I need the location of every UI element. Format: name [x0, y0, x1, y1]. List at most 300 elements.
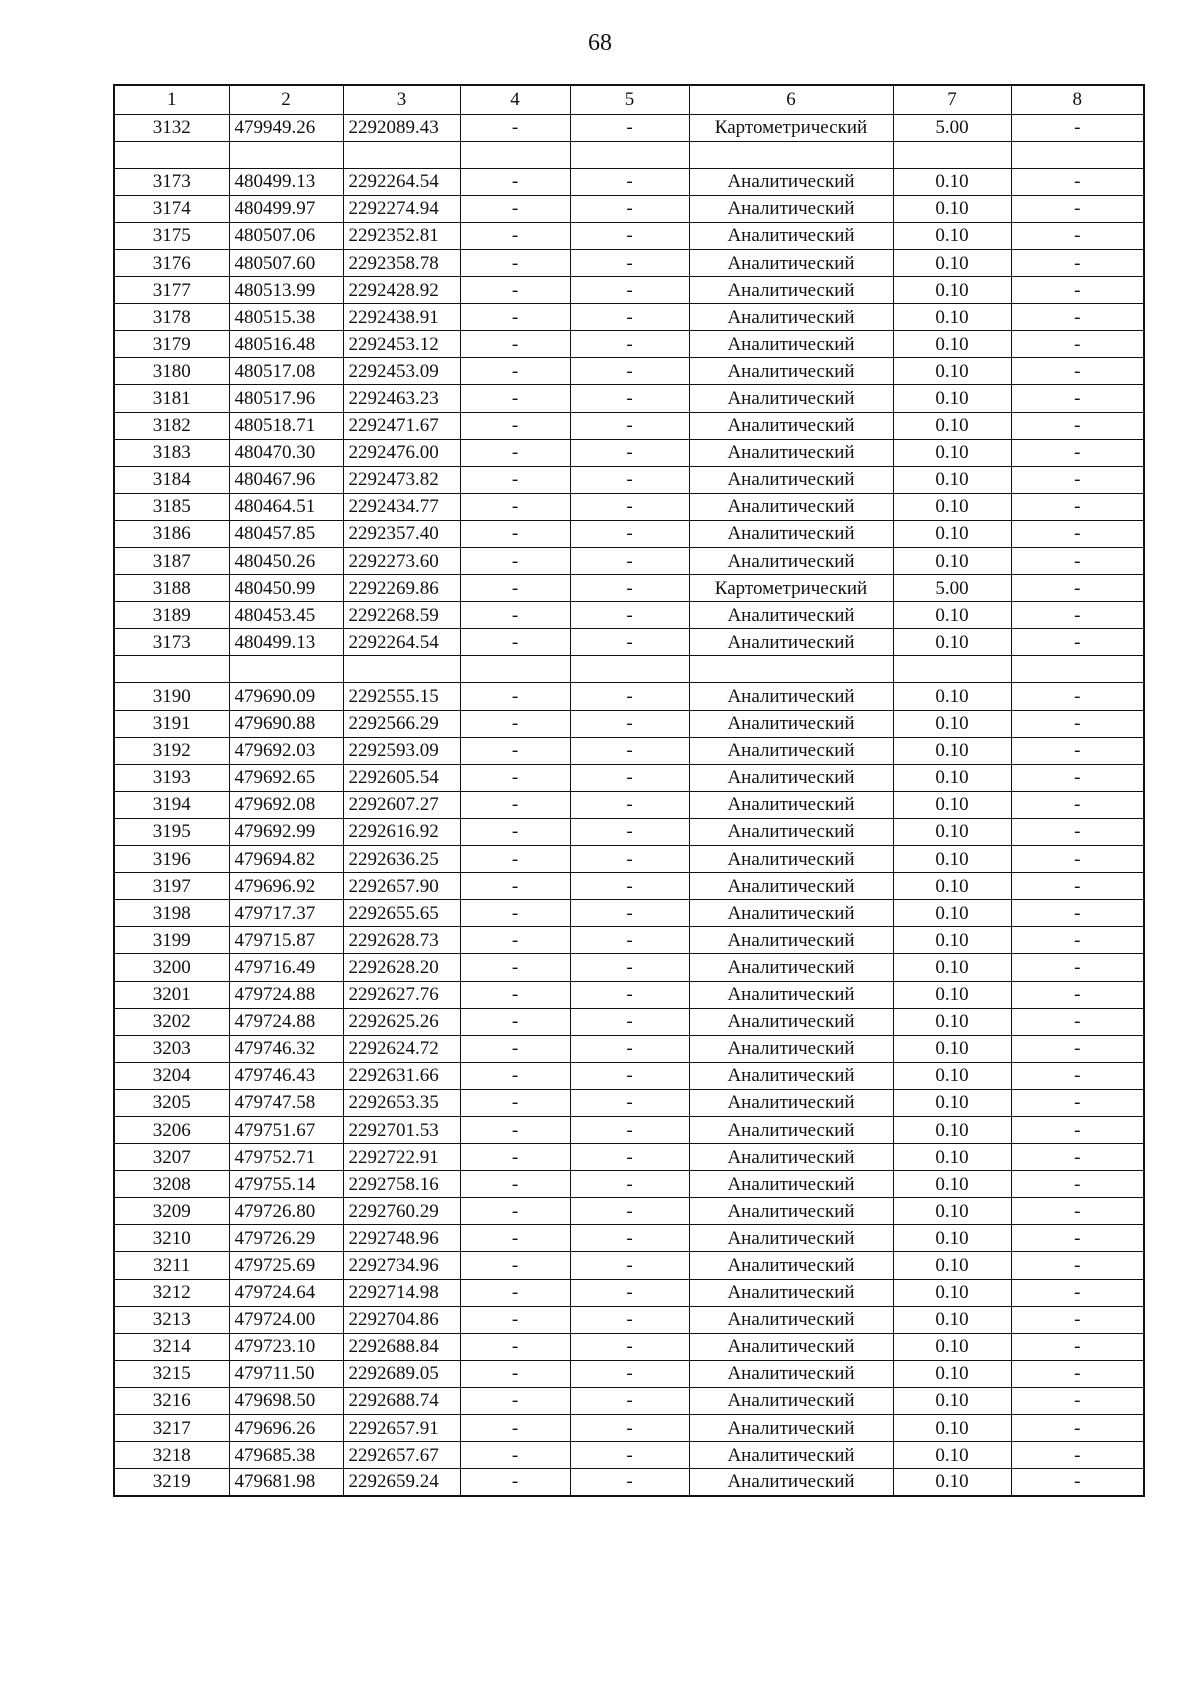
col8-cell: - — [1011, 1116, 1144, 1143]
method-cell: Аналитический — [689, 412, 893, 439]
col4-cell: - — [460, 1387, 570, 1414]
col8-cell: - — [1011, 575, 1144, 602]
accuracy-cell: 0.10 — [893, 846, 1011, 873]
col4-cell: - — [460, 1116, 570, 1143]
method-cell: Аналитический — [689, 1225, 893, 1252]
table-row — [114, 412, 1144, 439]
point-number-cell: 3201 — [114, 981, 229, 1008]
y-coordinate-cell: 2292625.26 — [343, 1008, 460, 1035]
y-coordinate-cell: 2292688.74 — [343, 1387, 460, 1414]
col8-cell: - — [1011, 493, 1144, 520]
col8-cell: - — [1011, 1252, 1144, 1279]
col8-cell: - — [1011, 900, 1144, 927]
method-cell: Аналитический — [689, 222, 893, 249]
col4-cell: - — [460, 602, 570, 629]
x-coordinate-cell: 479690.09 — [229, 683, 343, 710]
x-coordinate-cell: 479752.71 — [229, 1144, 343, 1171]
col5-cell: - — [570, 981, 689, 1008]
accuracy-cell: 0.10 — [893, 981, 1011, 1008]
table-row — [114, 846, 1144, 873]
x-coordinate-cell: 479726.29 — [229, 1225, 343, 1252]
col8-cell: - — [1011, 358, 1144, 385]
point-number-cell: 3205 — [114, 1089, 229, 1116]
method-cell: Аналитический — [689, 1415, 893, 1442]
col5-cell: - — [570, 1360, 689, 1387]
col8-cell: - — [1011, 818, 1144, 845]
column-header-2: 2 — [229, 85, 343, 114]
accuracy-cell: 0.10 — [893, 1415, 1011, 1442]
table-row — [114, 710, 1144, 737]
point-number-cell — [114, 141, 229, 168]
col4-cell: - — [460, 114, 570, 141]
col5-cell: - — [570, 710, 689, 737]
x-coordinate-cell: 479698.50 — [229, 1387, 343, 1414]
y-coordinate-cell: 2292555.15 — [343, 683, 460, 710]
x-coordinate-cell: 479726.80 — [229, 1198, 343, 1225]
table-row — [114, 548, 1144, 575]
col5-cell: - — [570, 114, 689, 141]
accuracy-cell: 0.10 — [893, 1225, 1011, 1252]
table-row — [114, 141, 1144, 168]
col4-cell: - — [460, 222, 570, 249]
method-cell: Аналитический — [689, 1360, 893, 1387]
accuracy-cell: 0.10 — [893, 439, 1011, 466]
col8-cell: - — [1011, 548, 1144, 575]
point-number-cell: 3178 — [114, 304, 229, 331]
col8-cell: - — [1011, 1144, 1144, 1171]
col5-cell: - — [570, 493, 689, 520]
point-number-cell: 3183 — [114, 439, 229, 466]
y-coordinate-cell: 2292760.29 — [343, 1198, 460, 1225]
x-coordinate-cell: 480516.48 — [229, 331, 343, 358]
table-row — [114, 764, 1144, 791]
y-coordinate-cell: 2292593.09 — [343, 737, 460, 764]
col8-cell: - — [1011, 683, 1144, 710]
y-coordinate-cell: 2292689.05 — [343, 1360, 460, 1387]
method-cell: Аналитический — [689, 1171, 893, 1198]
method-cell: Аналитический — [689, 1144, 893, 1171]
col4-cell: - — [460, 1306, 570, 1333]
col8-cell: - — [1011, 222, 1144, 249]
col4-cell: - — [460, 1360, 570, 1387]
accuracy-cell: 0.10 — [893, 1360, 1011, 1387]
y-coordinate-cell: 2292653.35 — [343, 1089, 460, 1116]
column-header-5: 5 — [570, 85, 689, 114]
accuracy-cell: 0.10 — [893, 1062, 1011, 1089]
col8-cell: - — [1011, 629, 1144, 656]
col4-cell — [460, 656, 570, 683]
col8-cell: - — [1011, 1415, 1144, 1442]
method-cell: Аналитический — [689, 520, 893, 547]
x-coordinate-cell: 479696.26 — [229, 1415, 343, 1442]
col4-cell: - — [460, 927, 570, 954]
coordinates-table — [113, 84, 1145, 1497]
col8-cell: - — [1011, 1442, 1144, 1469]
method-cell: Аналитический — [689, 168, 893, 195]
table-body — [114, 114, 1144, 1496]
x-coordinate-cell: 480453.45 — [229, 602, 343, 629]
method-cell: Аналитический — [689, 493, 893, 520]
table-row — [114, 1306, 1144, 1333]
page-number: 68 — [588, 30, 612, 56]
col8-cell: - — [1011, 710, 1144, 737]
col8-cell: - — [1011, 168, 1144, 195]
point-number-cell: 3174 — [114, 195, 229, 222]
accuracy-cell: 0.10 — [893, 331, 1011, 358]
col8-cell: - — [1011, 846, 1144, 873]
accuracy-cell: 0.10 — [893, 683, 1011, 710]
y-coordinate-cell: 2292722.91 — [343, 1144, 460, 1171]
x-coordinate-cell: 479724.88 — [229, 1008, 343, 1035]
x-coordinate-cell: 479747.58 — [229, 1089, 343, 1116]
col4-cell: - — [460, 683, 570, 710]
method-cell: Аналитический — [689, 1387, 893, 1414]
col5-cell: - — [570, 846, 689, 873]
col4-cell: - — [460, 168, 570, 195]
table-row — [114, 114, 1144, 141]
y-coordinate-cell: 2292659.24 — [343, 1469, 460, 1496]
method-cell: Аналитический — [689, 1252, 893, 1279]
method-cell: Аналитический — [689, 1089, 893, 1116]
col4-cell: - — [460, 385, 570, 412]
col5-cell: - — [570, 791, 689, 818]
col8-cell: - — [1011, 1469, 1144, 1496]
col8-cell: - — [1011, 439, 1144, 466]
col4-cell: - — [460, 1035, 570, 1062]
col4-cell: - — [460, 1008, 570, 1035]
method-cell: Аналитический — [689, 358, 893, 385]
table-row — [114, 1360, 1144, 1387]
col8-cell: - — [1011, 981, 1144, 1008]
x-coordinate-cell: 479690.88 — [229, 710, 343, 737]
point-number-cell: 3197 — [114, 873, 229, 900]
x-coordinate-cell: 479692.08 — [229, 791, 343, 818]
method-cell: Аналитический — [689, 331, 893, 358]
y-coordinate-cell: 2292758.16 — [343, 1171, 460, 1198]
x-coordinate-cell: 479746.32 — [229, 1035, 343, 1062]
y-coordinate-cell: 2292734.96 — [343, 1252, 460, 1279]
x-coordinate-cell: 479692.03 — [229, 737, 343, 764]
col5-cell: - — [570, 1333, 689, 1360]
table-row — [114, 1144, 1144, 1171]
table-row — [114, 1171, 1144, 1198]
col5-cell: - — [570, 629, 689, 656]
table-row — [114, 683, 1144, 710]
table-row — [114, 493, 1144, 520]
method-cell: Аналитический — [689, 900, 893, 927]
method-cell: Аналитический — [689, 1442, 893, 1469]
x-coordinate-cell: 480517.96 — [229, 385, 343, 412]
accuracy-cell: 0.10 — [893, 1252, 1011, 1279]
col8-cell: - — [1011, 602, 1144, 629]
col5-cell: - — [570, 1144, 689, 1171]
point-number-cell: 3173 — [114, 629, 229, 656]
col5-cell: - — [570, 1306, 689, 1333]
col5-cell: - — [570, 1225, 689, 1252]
y-coordinate-cell: 2292268.59 — [343, 602, 460, 629]
col8-cell: - — [1011, 1089, 1144, 1116]
method-cell: Аналитический — [689, 277, 893, 304]
x-coordinate-cell: 479711.50 — [229, 1360, 343, 1387]
x-coordinate-cell: 480499.97 — [229, 195, 343, 222]
x-coordinate-cell — [229, 656, 343, 683]
col4-cell: - — [460, 1279, 570, 1306]
accuracy-cell: 0.10 — [893, 818, 1011, 845]
y-coordinate-cell: 2292688.84 — [343, 1333, 460, 1360]
point-number-cell: 3207 — [114, 1144, 229, 1171]
col8-cell: - — [1011, 304, 1144, 331]
x-coordinate-cell — [229, 141, 343, 168]
col5-cell — [570, 656, 689, 683]
x-coordinate-cell: 480517.08 — [229, 358, 343, 385]
point-number-cell: 3217 — [114, 1415, 229, 1442]
point-number-cell: 3173 — [114, 168, 229, 195]
point-number-cell: 3192 — [114, 737, 229, 764]
col4-cell: - — [460, 466, 570, 493]
method-cell: Аналитический — [689, 1116, 893, 1143]
col8-cell: - — [1011, 737, 1144, 764]
table-row — [114, 195, 1144, 222]
col8-cell — [1011, 141, 1144, 168]
method-cell: Аналитический — [689, 439, 893, 466]
x-coordinate-cell: 479717.37 — [229, 900, 343, 927]
accuracy-cell: 0.10 — [893, 764, 1011, 791]
col4-cell: - — [460, 791, 570, 818]
y-coordinate-cell: 2292438.91 — [343, 304, 460, 331]
col4-cell: - — [460, 195, 570, 222]
y-coordinate-cell: 2292748.96 — [343, 1225, 460, 1252]
table-row — [114, 1116, 1144, 1143]
table-row — [114, 1415, 1144, 1442]
x-coordinate-cell: 479692.65 — [229, 764, 343, 791]
accuracy-cell: 0.10 — [893, 900, 1011, 927]
x-coordinate-cell: 479724.64 — [229, 1279, 343, 1306]
column-header-8: 8 — [1011, 85, 1144, 114]
x-coordinate-cell: 479696.92 — [229, 873, 343, 900]
col5-cell: - — [570, 385, 689, 412]
x-coordinate-cell: 480513.99 — [229, 277, 343, 304]
col5-cell: - — [570, 818, 689, 845]
col4-cell: - — [460, 1252, 570, 1279]
y-coordinate-cell: 2292476.00 — [343, 439, 460, 466]
point-number-cell — [114, 656, 229, 683]
y-coordinate-cell: 2292471.67 — [343, 412, 460, 439]
column-header-7: 7 — [893, 85, 1011, 114]
x-coordinate-cell: 480499.13 — [229, 168, 343, 195]
method-cell: Аналитический — [689, 1198, 893, 1225]
y-coordinate-cell: 2292273.60 — [343, 548, 460, 575]
method-cell: Аналитический — [689, 249, 893, 276]
col8-cell: - — [1011, 385, 1144, 412]
x-coordinate-cell: 479681.98 — [229, 1469, 343, 1496]
col4-cell: - — [460, 520, 570, 547]
accuracy-cell: 0.10 — [893, 548, 1011, 575]
col8-cell: - — [1011, 1306, 1144, 1333]
x-coordinate-cell: 480507.06 — [229, 222, 343, 249]
point-number-cell: 3206 — [114, 1116, 229, 1143]
accuracy-cell: 0.10 — [893, 737, 1011, 764]
col4-cell: - — [460, 304, 570, 331]
accuracy-cell: 0.10 — [893, 1008, 1011, 1035]
point-number-cell: 3213 — [114, 1306, 229, 1333]
accuracy-cell: 0.10 — [893, 277, 1011, 304]
x-coordinate-cell: 480518.71 — [229, 412, 343, 439]
point-number-cell: 3216 — [114, 1387, 229, 1414]
y-coordinate-cell: 2292352.81 — [343, 222, 460, 249]
accuracy-cell: 5.00 — [893, 575, 1011, 602]
table-row — [114, 1008, 1144, 1035]
method-cell — [689, 656, 893, 683]
method-cell: Аналитический — [689, 818, 893, 845]
x-coordinate-cell: 480450.99 — [229, 575, 343, 602]
y-coordinate-cell: 2292628.20 — [343, 954, 460, 981]
col8-cell: - — [1011, 791, 1144, 818]
accuracy-cell: 0.10 — [893, 629, 1011, 656]
table-row — [114, 168, 1144, 195]
col5-cell: - — [570, 1252, 689, 1279]
col5-cell: - — [570, 1279, 689, 1306]
accuracy-cell: 0.10 — [893, 520, 1011, 547]
point-number-cell: 3203 — [114, 1035, 229, 1062]
x-coordinate-cell: 480450.26 — [229, 548, 343, 575]
y-coordinate-cell: 2292473.82 — [343, 466, 460, 493]
table-row — [114, 222, 1144, 249]
point-number-cell: 3199 — [114, 927, 229, 954]
point-number-cell: 3212 — [114, 1279, 229, 1306]
col8-cell: - — [1011, 195, 1144, 222]
point-number-cell: 3211 — [114, 1252, 229, 1279]
accuracy-cell: 0.10 — [893, 1171, 1011, 1198]
method-cell: Аналитический — [689, 1469, 893, 1496]
col5-cell: - — [570, 927, 689, 954]
method-cell: Аналитический — [689, 1062, 893, 1089]
col5-cell: - — [570, 737, 689, 764]
point-number-cell: 3188 — [114, 575, 229, 602]
method-cell: Аналитический — [689, 981, 893, 1008]
col4-cell: - — [460, 575, 570, 602]
y-coordinate-cell — [343, 141, 460, 168]
col4-cell: - — [460, 873, 570, 900]
y-coordinate-cell: 2292428.92 — [343, 277, 460, 304]
col5-cell: - — [570, 1198, 689, 1225]
table-row — [114, 1225, 1144, 1252]
point-number-cell: 3219 — [114, 1469, 229, 1496]
x-coordinate-cell: 479725.69 — [229, 1252, 343, 1279]
method-cell: Аналитический — [689, 791, 893, 818]
method-cell: Аналитический — [689, 927, 893, 954]
method-cell: Аналитический — [689, 1035, 893, 1062]
table-row — [114, 466, 1144, 493]
table-row — [114, 873, 1144, 900]
accuracy-cell: 0.10 — [893, 1144, 1011, 1171]
col8-cell: - — [1011, 1062, 1144, 1089]
col5-cell — [570, 141, 689, 168]
accuracy-cell: 0.10 — [893, 1387, 1011, 1414]
table-row — [114, 791, 1144, 818]
accuracy-cell: 0.10 — [893, 195, 1011, 222]
y-coordinate-cell: 2292264.54 — [343, 168, 460, 195]
col5-cell: - — [570, 466, 689, 493]
table-row — [114, 249, 1144, 276]
method-cell: Аналитический — [689, 195, 893, 222]
y-coordinate-cell: 2292636.25 — [343, 846, 460, 873]
y-coordinate-cell: 2292605.54 — [343, 764, 460, 791]
table-row — [114, 1198, 1144, 1225]
method-cell: Аналитический — [689, 466, 893, 493]
x-coordinate-cell: 479724.88 — [229, 981, 343, 1008]
accuracy-cell: 0.10 — [893, 168, 1011, 195]
col5-cell: - — [570, 1089, 689, 1116]
point-number-cell: 3182 — [114, 412, 229, 439]
col4-cell: - — [460, 846, 570, 873]
col8-cell: - — [1011, 1171, 1144, 1198]
method-cell: Аналитический — [689, 385, 893, 412]
col4-cell: - — [460, 710, 570, 737]
coordinates-table-wrapper — [113, 84, 1145, 1497]
method-cell: Аналитический — [689, 764, 893, 791]
y-coordinate-cell: 2292453.09 — [343, 358, 460, 385]
col8-cell: - — [1011, 466, 1144, 493]
x-coordinate-cell: 479751.67 — [229, 1116, 343, 1143]
point-number-cell: 3218 — [114, 1442, 229, 1469]
col4-cell: - — [460, 358, 570, 385]
point-number-cell: 3208 — [114, 1171, 229, 1198]
accuracy-cell — [893, 141, 1011, 168]
col4-cell: - — [460, 737, 570, 764]
x-coordinate-cell: 480499.13 — [229, 629, 343, 656]
method-cell: Аналитический — [689, 710, 893, 737]
col4-cell: - — [460, 493, 570, 520]
table-row — [114, 981, 1144, 1008]
x-coordinate-cell: 479692.99 — [229, 818, 343, 845]
y-coordinate-cell: 2292701.53 — [343, 1116, 460, 1143]
x-coordinate-cell: 480470.30 — [229, 439, 343, 466]
col4-cell: - — [460, 548, 570, 575]
col8-cell: - — [1011, 1198, 1144, 1225]
col5-cell: - — [570, 331, 689, 358]
table-row — [114, 900, 1144, 927]
col5-cell: - — [570, 1035, 689, 1062]
accuracy-cell: 0.10 — [893, 304, 1011, 331]
y-coordinate-cell: 2292607.27 — [343, 791, 460, 818]
y-coordinate-cell: 2292358.78 — [343, 249, 460, 276]
method-cell: Аналитический — [689, 548, 893, 575]
x-coordinate-cell: 479716.49 — [229, 954, 343, 981]
col4-cell: - — [460, 818, 570, 845]
y-coordinate-cell: 2292631.66 — [343, 1062, 460, 1089]
point-number-cell: 3191 — [114, 710, 229, 737]
accuracy-cell: 0.10 — [893, 249, 1011, 276]
col4-cell: - — [460, 764, 570, 791]
accuracy-cell: 0.10 — [893, 1035, 1011, 1062]
col8-cell: - — [1011, 520, 1144, 547]
x-coordinate-cell: 480515.38 — [229, 304, 343, 331]
table-row — [114, 1062, 1144, 1089]
y-coordinate-cell: 2292714.98 — [343, 1279, 460, 1306]
accuracy-cell: 0.10 — [893, 954, 1011, 981]
point-number-cell: 3204 — [114, 1062, 229, 1089]
accuracy-cell: 0.10 — [893, 385, 1011, 412]
col5-cell: - — [570, 873, 689, 900]
col4-cell: - — [460, 1333, 570, 1360]
col5-cell: - — [570, 1008, 689, 1035]
col5-cell: - — [570, 548, 689, 575]
table-row — [114, 1333, 1144, 1360]
table-row — [114, 629, 1144, 656]
col8-cell: - — [1011, 954, 1144, 981]
col8-cell: - — [1011, 1225, 1144, 1252]
col4-cell: - — [460, 439, 570, 466]
